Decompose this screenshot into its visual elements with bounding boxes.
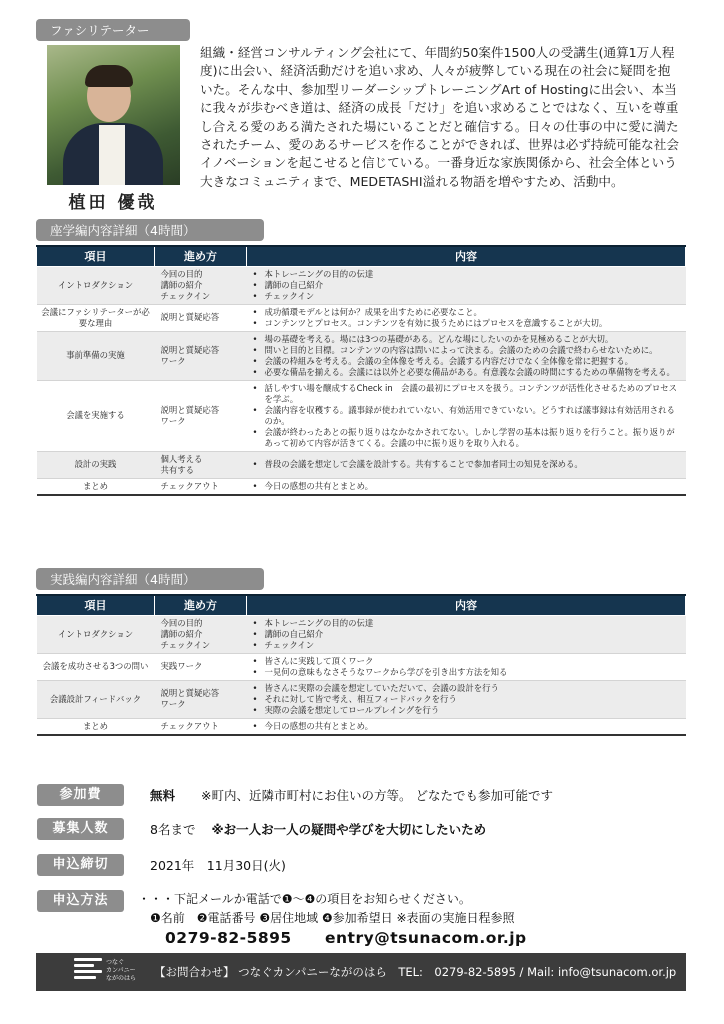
row-method <box>155 331 247 380</box>
table-row <box>37 478 686 495</box>
row-item: 事前準備の実施 <box>37 331 155 380</box>
fee-row <box>150 786 553 804</box>
content-bullet: • 成功循環モデルとは何か？成果を出すために必要なこと。 <box>251 307 683 318</box>
row-content <box>247 653 686 680</box>
row-method <box>155 380 247 451</box>
apply-line1: ・・・下記メールか電話で❶～❹の項目をお知らせください。 <box>138 892 471 906</box>
row-item: 会議設計フィードバック <box>37 680 155 718</box>
row-content <box>247 331 686 380</box>
table-row <box>37 266 686 304</box>
company-logo-icon <box>74 958 102 986</box>
row-method <box>155 653 247 680</box>
content-bullet: • 今日の感想の共有とまとめ。 <box>251 721 683 732</box>
row-content <box>247 380 686 451</box>
col-header-content: 内容 <box>247 246 686 266</box>
row-content <box>247 478 686 495</box>
capacity-label: 募集人数 <box>37 818 124 840</box>
facilitator-name: 植田 優哉 <box>68 193 158 213</box>
zagaku-section-title: 座学編内容詳細（4時間） <box>36 219 264 241</box>
method-line: 今回の目的 <box>160 268 203 279</box>
method-line: ワーク <box>160 415 186 426</box>
method-line: 共有する <box>160 464 194 475</box>
content-bullet: • 本トレーニングの目的の伝達 <box>251 269 683 280</box>
content-bullet: • 会議内容を収穫する。議事録が使われていない、有効活用できていない。どうすれば議事録は有効活用されるのか。 <box>251 405 683 427</box>
row-content <box>247 266 686 304</box>
method-line: 説明と質疑応答 <box>160 688 220 698</box>
table-row <box>37 653 686 680</box>
method-line: 講師の紹介 <box>160 279 203 290</box>
table-row <box>37 331 686 380</box>
content-bullet: • チェックイン <box>251 640 683 651</box>
method-line: 個人考える <box>160 453 203 464</box>
fee-note: ※町内、近隣市町村にお住いの方等。 どなたでも参加可能です <box>201 788 553 803</box>
content-bullet: • 今日の感想の共有とまとめ。 <box>251 481 683 492</box>
table-row <box>37 451 686 478</box>
facilitator-photo <box>47 45 180 185</box>
apply-email[interactable]: entry@tsunacom.or.jp <box>325 929 527 947</box>
fee-label: 参加費 <box>37 784 124 806</box>
row-method <box>155 304 247 331</box>
apply-phone[interactable]: 0279-82-5895 <box>165 929 292 947</box>
method-line: 講師の紹介 <box>160 628 203 639</box>
row-content <box>247 304 686 331</box>
row-method <box>155 718 247 735</box>
method-line: 実践ワーク <box>160 661 203 671</box>
table-row <box>37 680 686 718</box>
footer-bar <box>36 953 686 991</box>
row-method <box>155 451 247 478</box>
capacity-note: ※お一人お一人の疑問や学びを大切にしたいため <box>211 822 487 837</box>
col-header-method: 進め方 <box>155 595 247 615</box>
row-item: 会議を成功させる3つの問い <box>37 653 155 680</box>
row-method <box>155 615 247 653</box>
row-content <box>247 680 686 718</box>
company-logo-text: つなぐ カンパニー ながのはら <box>106 959 137 982</box>
row-item: イントロダクション <box>37 266 155 304</box>
row-content <box>247 615 686 653</box>
row-content <box>247 718 686 735</box>
method-line: ワーク <box>160 699 186 709</box>
jissen-section-title: 実践編内容詳細（4時間） <box>36 568 264 590</box>
content-bullet: • 皆さんに実際の会議を想定していただいて、会議の設計を行う <box>251 683 683 694</box>
fee-value: 無料 <box>150 788 176 803</box>
capacity-row <box>150 820 486 838</box>
facilitator-label: ファシリテーター <box>36 19 190 41</box>
col-header-method: 進め方 <box>155 246 247 266</box>
method-line: 説明と質疑応答 <box>160 344 220 355</box>
content-bullet: • 皆さんに実践して頂くワーク <box>251 656 683 667</box>
row-item: 会議にファシリテーターが必要な理由 <box>37 304 155 331</box>
deadline-value: 2021年 11月30日(火) <box>150 858 286 873</box>
content-bullet: • チェックイン <box>251 291 683 302</box>
deadline-label: 申込締切 <box>37 854 124 876</box>
method-line: チェックイン <box>160 290 211 301</box>
content-bullet: • 問いと目的と目標。コンテンツの内容は問いによって決まる。会議のための会議で終わらせないために。 <box>251 345 683 356</box>
zagaku-schedule-table <box>36 245 686 496</box>
method-line: チェックアウト <box>160 720 219 731</box>
apply-label: 申込方法 <box>37 890 124 912</box>
content-bullet: • 普段の会議を想定して会議を設計する。共有することで参加者同士の知見を深める。 <box>251 459 683 470</box>
capacity-value: 8名まで <box>150 822 196 837</box>
content-bullet: • 実際の会議を想定してロールプレイングを行う <box>251 705 683 716</box>
content-bullet: • 話しやすい場を醸成するCheck in 会議の最初にプロセスを扱う。コンテンツが活性化させるためのプロセスを学ぶ。 <box>251 383 683 405</box>
method-line: ワーク <box>160 355 186 366</box>
row-item: 会議を実施する <box>37 380 155 451</box>
table-row <box>37 304 686 331</box>
col-header-item: 項目 <box>37 595 155 615</box>
content-bullet: • 場の基礎を考える。場には3つの基礎がある。どんな場にしたいのかを見極めることが大切。 <box>251 334 683 345</box>
method-line: チェックイン <box>160 639 211 650</box>
content-bullet: • 一見何の意味もなさそうなワークから学びを引き出す方法を知る <box>251 667 683 678</box>
row-method <box>155 478 247 495</box>
row-item: まとめ <box>37 478 155 495</box>
col-header-content: 内容 <box>247 595 686 615</box>
method-line: チェックアウト <box>160 480 219 491</box>
row-method <box>155 680 247 718</box>
method-line: 今回の目的 <box>160 617 203 628</box>
table-row <box>37 615 686 653</box>
content-bullet: • 会議が終わったあとの振り返りはなかなかされてない。しかし学習の基本は振り返りを行うこと。振り返りがあって初めて内容が活きてくる。会議の中に振り返りを取り入れる。 <box>251 427 683 449</box>
row-item: 設計の実践 <box>37 451 155 478</box>
col-header-item: 項目 <box>37 246 155 266</box>
content-bullet: • それに対して皆で考え、相互フィードバックを行う <box>251 694 683 705</box>
method-line: 説明と質疑応答 <box>160 312 220 322</box>
content-bullet: • 会議の枠組みを考える。会議の全体像を考える。会議する内容だけでなく全体像を常に把握する。 <box>251 356 683 367</box>
footer-contact: 【お問合わせ】 つなぐカンパニーながのはら TEL: 0279-82-5895 / Mail: info@tsunacom.or.jp <box>154 965 677 979</box>
method-line: 説明と質疑応答 <box>160 404 220 415</box>
content-bullet: • 本トレーニングの目的の伝達 <box>251 618 683 629</box>
row-method <box>155 266 247 304</box>
row-content <box>247 451 686 478</box>
content-bullet: • 講師の自己紹介 <box>251 629 683 640</box>
facilitator-bio: 組織・経営コンサルティング会社にて、年間約50案件1500人の受講生(通算1万人程度)に出会い、経済活動だけを追い求め、人々が疲弊している現在の社会に疑問を抱いた。そんな中、参加型リーダーシップトレーニングArt of Hostingに出会い、本当に我々が歩むべき道は、経済の成長「だけ」を追い求めることではなく、互いを尊重し合える愛のある満たされた場にいることだと確信する。日々の仕事の中に愛に満たされたチーム、愛のあるサービスを作ることができれば、世界は必ず持続可能な社会イノベーションを起こせると信じている。一番身近な家族関係から、社会全体という大きなコミュニティまで、MEDETASHI溢れる物語を増やすため、活動中。 <box>200 45 679 189</box>
apply-line2: ❶名前 ❷電話番号 ❸居住地域 ❹参加希望日 ※表面の実施日程参照 <box>150 911 515 925</box>
row-item: まとめ <box>37 718 155 735</box>
content-bullet: • コンテンツとプロセス。コンテンツを有効に扱うためにはプロセスを意識することが大切。 <box>251 318 683 329</box>
content-bullet: • 講師の自己紹介 <box>251 280 683 291</box>
table-row <box>37 718 686 735</box>
jissen-schedule-table <box>36 594 686 736</box>
table-row <box>37 380 686 451</box>
content-bullet: • 必要な備品を揃える。会議には以外と必要な備品がある。有意義な会議の時間にするための準備物を考える。 <box>251 367 683 378</box>
row-item: イントロダクション <box>37 615 155 653</box>
